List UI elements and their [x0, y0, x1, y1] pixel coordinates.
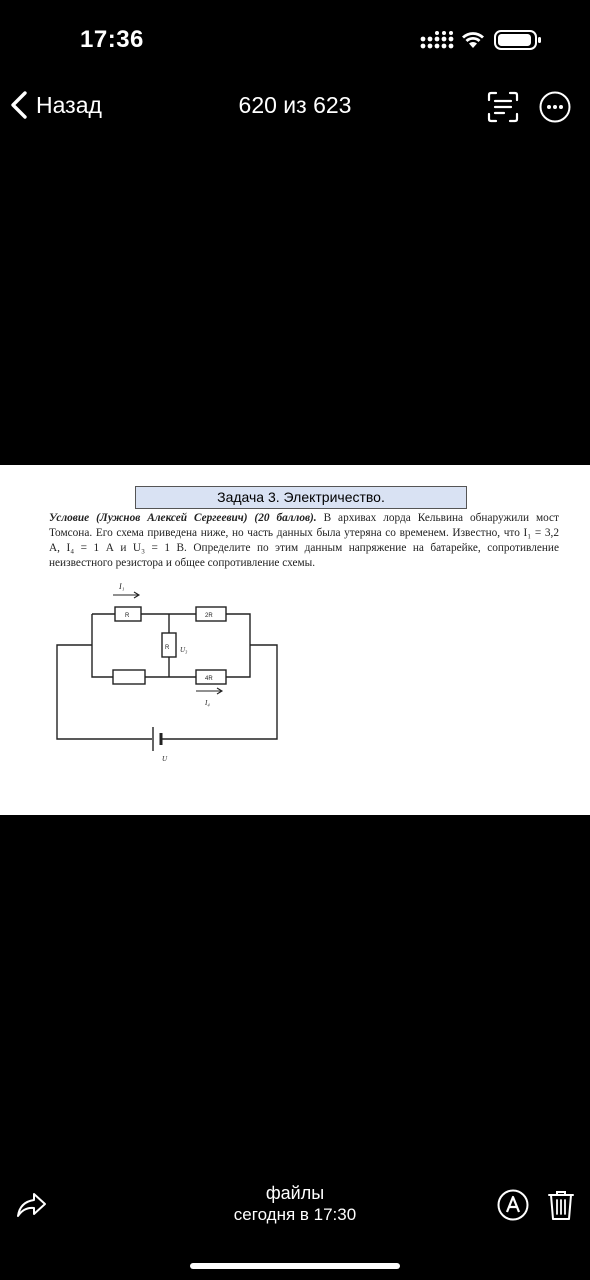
task-condition-lead: Условие (Лужнов Алексей Сергеевич) (20 баллов).	[49, 512, 317, 524]
album-title: файлы	[265, 1183, 325, 1203]
circuit-diagram	[0, 575, 590, 815]
photo-date: сегодня в 17:30	[233, 1205, 357, 1224]
label-i1: I₁	[119, 582, 125, 591]
task-text	[49, 511, 559, 571]
label-4r: 4R	[205, 676, 213, 682]
navigation-bar	[0, 80, 590, 130]
photo-content	[0, 465, 590, 815]
more-options-icon[interactable]	[538, 90, 572, 124]
status-time: 17:36	[80, 26, 144, 53]
markup-icon[interactable]	[496, 1188, 530, 1222]
photo-counter: 620 из 623	[238, 92, 352, 118]
wifi-icon	[460, 31, 486, 49]
battery-icon	[494, 30, 542, 50]
trash-icon[interactable]	[546, 1188, 576, 1222]
label-u: U	[162, 755, 168, 763]
home-indicator[interactable]	[190, 1263, 400, 1269]
bottom-toolbar	[0, 1170, 590, 1250]
label-i4: I₄	[205, 699, 210, 707]
label-u3: U₃	[180, 646, 188, 654]
label-2r: 2R	[205, 613, 213, 619]
cellular-signal-icon	[420, 31, 456, 49]
label-r-mid: R	[165, 645, 170, 651]
live-text-icon[interactable]	[486, 90, 520, 124]
back-label: Назад	[36, 91, 102, 118]
task-body: В архивах лорда Кельвина обнаружили мост Томсона. Его схема приведена ниже, но часть данных была утеряна со временем. Известно, что I₁ = 3,2 А, I₄ = 1 А и U₃ = 1 В. Определите по этим данным напряжение на батарейке, сопротивление неизвестного резистора и общее сопротивление схемы.	[49, 512, 559, 569]
label-r-top: R	[125, 613, 130, 619]
status-bar	[0, 0, 590, 80]
task-title: Задача 3. Электричество.	[135, 486, 467, 509]
